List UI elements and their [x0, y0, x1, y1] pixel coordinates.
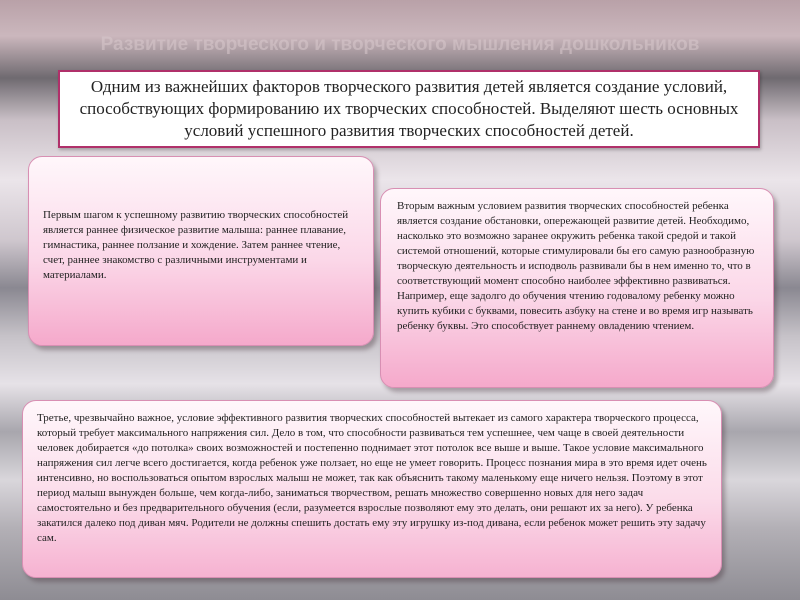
condition-card-3: Третье, чрезвычайно важное, условие эффективного развития творческих способностей вытекает из самого характера творческого процесса, который требует максимального напряжения сил. Дело в том, что способности развиваться тем успешнее, чем чаще в своей деятельности человек добирается «до потолка» своих возможностей и постепенно поднимает этот потолок все выше и выше. Такое условие максимального напряжения сил легче всего достигается, когда ребенок уже ползает, но еще не умеет говорить. Процесс познания мира в это время идет очень интенсивно, но воспользоваться опытом взрослых малыш не может, так как объяснить такому маленькому еще ничего нельзя. Поэтому в этот период малыш вынужден больше, чем когда-либо, заниматься творчеством, решать множество совершенно новых для него задач самостоятельно и без предварительного обучения (если, разумеется взрослые позволяют ему это делать, они решают их за него). У ребенка закатился далеко под диван мяч. Родители не должны спешить достать ему эту игрушку из-под дивана, если ребенок может решить эту задачу сам.	[22, 400, 722, 578]
condition-card-2: Вторым важным условием развития творческих способностей ребенка является создание обстановки, опережающей развитие детей. Необходимо, насколько это возможно заранее окружить ребенка такой средой и такой системой отношений, которые стимулировали бы его самую разнообразную творческую деятельность и исподволь развивали бы в нем именно то, что в соответствующий момент способно наиболее эффективно развиваться. Например, еще задолго до обучения чтению годовалому ребенку можно купить кубики с буквами, повесить азбуку на стене и во время игр называть ребенку буквы. Это способствует раннему овладению чтением.	[380, 188, 774, 388]
intro-text-box: Одним из важнейших факторов творческого развития детей является создание условий, способствующих формированию их творческих способностей. Выделяют шесть основных условий успешного развития творческих способностей детей.	[58, 70, 760, 148]
slide-title: Развитие творческого и творческого мышления дошкольников	[100, 34, 700, 55]
condition-card-1: Первым шагом к успешному развитию творческих способностей является раннее физическое развитие малыша: раннее плавание, гимнастика, раннее ползание и хождение. Затем раннее чтение, счет, раннее знакомство с различными инструментами и материалами.	[28, 156, 374, 346]
